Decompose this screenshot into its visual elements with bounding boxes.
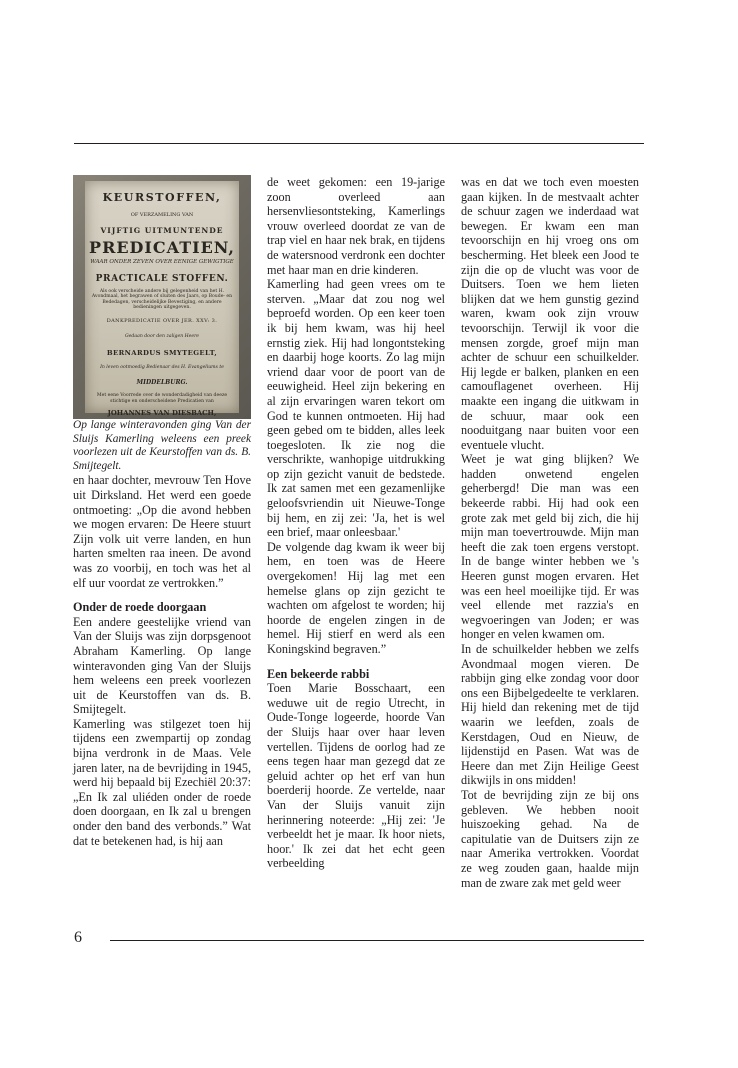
paragraph: was en dat we toch even moesten gaan kijken. In de mestvaalt achter de schuur zagen we inderdaad wat bewegen. Er kwam een man tevoorschijn en hij vroeg ons om bescherming. Het bleek een Jood te zijn die op de vlucht was voor de Duitsers. Toen we hem lieten blijken dat we hem gunstig gezind waren, kwam ook zijn vrouw tevoorschijn. Terwijl ik voor die mensen zorgde, groef mijn man achter de schuur een schuilkelder. Hij legde er balken, planken en een camouflagenet overheen. Hij maakte een ingang die uitkwam in de schuur, maar ook een nooduitgang naar buiten voor een eventuele vlucht. bbox=[461, 175, 639, 452]
title-page bbox=[85, 181, 239, 418]
top-rule bbox=[74, 143, 644, 144]
fig-line: In leven ootmoedig Bedienaar des H. Evangeliums te bbox=[100, 364, 224, 370]
book-title-page-image bbox=[73, 175, 251, 419]
section-heading: Onder de roede doorgaan bbox=[73, 600, 207, 615]
fig-line: DANKPREDICATIE OVER JER. XXV: 3. bbox=[106, 317, 218, 324]
paragraph: Kamerling had geen vrees om te sterven. „Maar dat zou nog wel beproefd worden. Op een keer toen ik bij hem kwam, was hij heel ernstig ziek. Hij had longontsteking en daarbij hoge koorts. Zo lag mijn vriend daar voor de poort van de eeuwigheid. Heel zijn bekering en al zijn ervaringen waren tekort om God te kunnen ontmoeten. Hij had geen gebed om te bidden, alles leek toegesloten. Ik zie nog die verschrikte, wanhopige uitdrukking op zijn gezicht vanuit de bedstede. Ik zat samen met een gezamenlijke geloofsvriendin uit Nieuwe-Tonge bij hem, en zij zei: 'Ja, het is wel een brief, maar onleesbaar.' bbox=[267, 277, 445, 540]
fig-line: Als ook verscheide andere bij gelegenheid van het H. Avondmaal, het begrawen of sluiten des Jaars, op Boude- en Bededagen, verscheidelijke Bevestiging, en andere bedieningen uitgegeven. bbox=[91, 288, 233, 311]
paragraph: Weet je wat ging blijken? We hadden onwetend engelen geherbergd! Die man was een bekeerde rabbi. Hij had ook een grote zak met geld bij zich, die hij mijn man toevertrouwde. Mijn man heeft die zak toen ergens verstopt. In de bange winter hebben we 's Heeren gunst mogen ervaren. Het was een heel moeilijke tijd. Er was veel ellende met razzia's en wegvoeringen van Joden; er was honger en velen kwamen om. bbox=[461, 452, 639, 642]
paragraph: Kamerling was stilgezet toen hij tijdens een zwempartij op zondag bijna verdronk in de Maas. Vele jaren later, na de bevrijding in 1945, werd hij bepaald bij Ezechiël 20:37: „En Ik zal uliéden onder de roede doen doorgaan, en Ik zal u brengen onder den band des verbonds.” Wat dat te betekenen had, is hij aan bbox=[73, 716, 251, 848]
section-heading: Een bekeerde rabbi bbox=[267, 666, 370, 681]
paragraph: Toen Marie Bosschaart, een weduwe uit de regio Utrecht, in Oude-Tonge logeerde, hoorde Van der Sluijs haar over haar leven vertellen. Tijdens de oorlog had ze eens tegen haar man gezegd dat ze geluid achter op het erf van hun boerderij hoorde. Ze vertelde, naar Van der Sluijs vanuit zijn herinnering noteerde: „Hij zei: 'Je verbeeldt het je maar. Ik hoor niets, hoor.' Ik zei dat het echt geen verbeelding bbox=[267, 681, 445, 871]
figure-caption: Op lange winteravonden ging Van der Sluijs Kamerling weleens een preek voorlezen uit de Keurstoffen van ds. B. Smijtegelt. bbox=[73, 419, 251, 472]
fig-line: WAAR ONDER ZEVEN OVER EENIGE GEWIGTIGE bbox=[90, 259, 234, 266]
column-1 bbox=[73, 175, 251, 848]
paragraph: de weet gekomen: een 19-jarige zoon overleed aan hersenvliesontsteking, Kamerlings vrouw overleed doordat ze van de trap viel en haar nek brak, en tijdens de watersnood verdronk een dochter met haar man en drie kinderen. bbox=[267, 175, 445, 277]
fig-line: BERNARDUS SMYTEGELT, bbox=[106, 349, 218, 358]
column-3 bbox=[461, 175, 639, 890]
column-2 bbox=[267, 175, 445, 871]
paragraph: Een andere geestelijke vriend van Van der Sluijs was zijn dorpsgenoot Abraham Kamerling. Op lange winteravonden ging Van der Sluijs hem weleens een preek voorlezen uit de Keurstoffen van ds. B. Smijtegelt. bbox=[73, 614, 251, 717]
fig-line: Met eene Voorrede over de wonderdadigheid van deeze stichtige en onderscheidene Predicatien van bbox=[96, 392, 228, 404]
fig-line: JOHANNES VAN DIESBACH, bbox=[107, 409, 217, 418]
page-number: 6 bbox=[74, 929, 82, 946]
bottom-rule bbox=[110, 940, 644, 941]
fig-line: OF VERZAMELING VAN bbox=[130, 211, 194, 218]
fig-line: MIDDELBURG. bbox=[136, 379, 188, 387]
paragraph: en haar dochter, mevrouw Ten Hove uit Dirksland. Het werd een goede ontmoeting: „Op die avond hebben we mogen ervaren: De Heere stuurt Zijn volk uit verre landen, en hun harten smelten raa ineen. De avond was zo voorbij, en toch was het al elf uur voordat ze vertrokken.” bbox=[73, 473, 251, 590]
fig-line: Gedaan door den zaligen Heere bbox=[125, 333, 199, 339]
fig-line: PREDICATIEN, bbox=[89, 237, 235, 257]
paragraph: Tot de bevrijding zijn ze bij ons gebleven. We hebben nooit huiszoeking gehad. Na de capitulatie van de Duitsers zijn ze naar Amerika vertrokken. Voordat ze weg zouden gaan, haalde mijn man de zware zak met geld weer bbox=[461, 787, 639, 890]
paragraph: De volgende dag kwam ik weer bij hem, en toen was de Heere overgekomen! Hij lag met een hemelse glans op zijn gezicht te wachten om afgelost te worden; hij hoorde de engelen zingen in de hemel. Hij stierf en werd als een Koningskind begraven.” bbox=[267, 539, 445, 656]
fig-line: VIJFTIG UITMUNTENDE bbox=[100, 226, 224, 236]
paragraph: In de schuilkelder hebben we zelfs Avondmaal mogen vieren. De rabbijn ging elke zondag voor door ons een Bijbelgedeelte te verklaren. Hij hield dan rekening met de tijd waarin we leefden, zoals de Kerstdagen, Oud en Nieuw, de lijdenstijd en Pasen. Wat was de Heere dan met Zijn Heilige Geest dikwijls in ons midden! bbox=[461, 642, 639, 788]
fig-line: PRACTICALE STOFFEN. bbox=[95, 273, 229, 284]
fig-line: KEURSTOFFEN, bbox=[102, 191, 222, 204]
